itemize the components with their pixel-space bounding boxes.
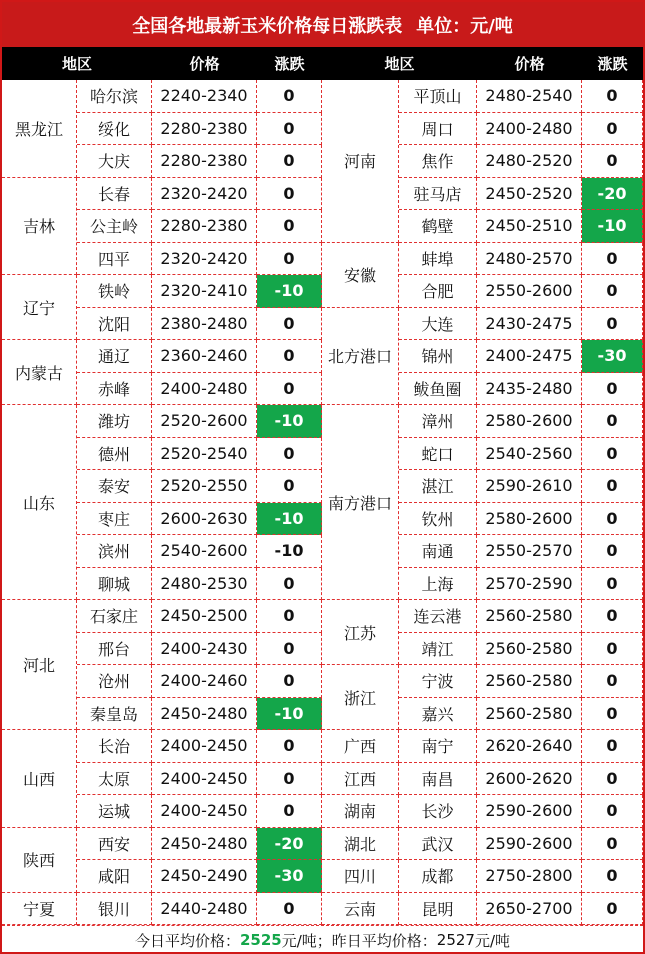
header-region-right: 地区: [384, 55, 415, 73]
city-cell: 石家庄: [77, 600, 152, 633]
city-cell: 漳州: [399, 405, 477, 438]
price-cell: 2590-2600: [477, 828, 582, 861]
price-cell: 2280-2380: [152, 145, 257, 178]
city-cell: 南宁: [399, 730, 477, 763]
yesterday-avg-value: 2527: [436, 931, 475, 949]
change-cell: 0: [257, 243, 322, 276]
price-cell: 2560-2580: [477, 665, 582, 698]
change-cell: 0: [257, 340, 322, 373]
region-cell: 江西: [322, 763, 399, 796]
header-change-left: 涨跌: [274, 55, 305, 73]
change-cell: 0: [257, 210, 322, 243]
change-cell: 0: [257, 795, 322, 828]
price-cell: 2560-2580: [477, 698, 582, 731]
city-cell: 鲅鱼圈: [399, 373, 477, 406]
city-cell: 大庆: [77, 145, 152, 178]
change-cell: 0: [582, 600, 643, 633]
city-cell: 沧州: [77, 665, 152, 698]
city-cell: 邢台: [77, 633, 152, 666]
change-cell: 0: [582, 828, 643, 861]
price-cell: 2440-2480: [152, 893, 257, 926]
change-cell: 0: [582, 80, 643, 113]
change-cell: 0: [257, 438, 322, 471]
change-cell: 0: [257, 730, 322, 763]
region-cell: 内蒙古: [2, 340, 77, 405]
city-cell: 滨州: [77, 535, 152, 568]
city-cell: 哈尔滨: [77, 80, 152, 113]
price-cell: 2400-2450: [152, 730, 257, 763]
price-cell: 2540-2560: [477, 438, 582, 471]
change-cell: 0: [582, 860, 643, 893]
price-cell: 2400-2450: [152, 795, 257, 828]
city-cell: 南昌: [399, 763, 477, 796]
price-cell: 2590-2600: [477, 795, 582, 828]
price-cell: 2520-2600: [152, 405, 257, 438]
region-cell: 河北: [2, 600, 77, 730]
price-cell: 2280-2380: [152, 210, 257, 243]
region-cell: 湖南: [322, 795, 399, 828]
yesterday-avg-label: 昨日平均价格：: [331, 931, 437, 950]
change-cell: 0: [257, 308, 322, 341]
today-avg-value: 2525: [239, 931, 282, 949]
city-cell: 绥化: [77, 113, 152, 146]
change-cell: -10: [257, 503, 322, 536]
city-cell: 枣庄: [77, 503, 152, 536]
change-cell: -10: [257, 405, 322, 438]
change-cell: 0: [582, 535, 643, 568]
price-cell: 2750-2800: [477, 860, 582, 893]
price-cell: 2480-2530: [152, 568, 257, 601]
city-cell: 平顶山: [399, 80, 477, 113]
change-cell: 0: [257, 763, 322, 796]
city-cell: 泰安: [77, 470, 152, 503]
change-cell: 0: [582, 503, 643, 536]
region-cell: 河南: [322, 80, 399, 243]
change-cell: 0: [582, 893, 643, 926]
price-cell: 2450-2480: [152, 698, 257, 731]
city-cell: 湛江: [399, 470, 477, 503]
change-cell: 0: [582, 698, 643, 731]
change-cell: 0: [582, 665, 643, 698]
footer-summary: [2, 925, 643, 954]
price-cell: 2450-2490: [152, 860, 257, 893]
change-cell: 0: [582, 438, 643, 471]
region-cell: 浙江: [322, 665, 399, 730]
city-cell: 合肥: [399, 275, 477, 308]
yesterday-avg-unit: 元/吨: [474, 931, 511, 950]
price-cell: 2400-2475: [477, 340, 582, 373]
city-cell: 通辽: [77, 340, 152, 373]
header-price-left: 价格: [189, 55, 220, 73]
table-header: [2, 47, 643, 80]
city-cell: 长沙: [399, 795, 477, 828]
price-cell: 2600-2620: [477, 763, 582, 796]
page-title: 全国各地最新玉米价格每日涨跌表: [132, 15, 403, 37]
price-cell: 2560-2580: [477, 600, 582, 633]
change-cell: 0: [582, 373, 643, 406]
city-cell: 驻马店: [399, 178, 477, 211]
price-cell: 2400-2480: [152, 373, 257, 406]
price-cell: 2480-2570: [477, 243, 582, 276]
price-cell: 2450-2480: [152, 828, 257, 861]
city-cell: 上海: [399, 568, 477, 601]
city-cell: 大连: [399, 308, 477, 341]
price-cell: 2600-2630: [152, 503, 257, 536]
price-cell: 2560-2580: [477, 633, 582, 666]
price-cell: 2580-2600: [477, 503, 582, 536]
change-cell: 0: [257, 178, 322, 211]
region-cell: 云南: [322, 893, 399, 926]
city-cell: 铁岭: [77, 275, 152, 308]
city-cell: 蚌埠: [399, 243, 477, 276]
price-cell: 2450-2510: [477, 210, 582, 243]
city-cell: 成都: [399, 860, 477, 893]
change-cell: 0: [257, 665, 322, 698]
price-cell: 2550-2600: [477, 275, 582, 308]
region-cell: 四川: [322, 860, 399, 893]
price-cell: 2380-2480: [152, 308, 257, 341]
today-avg-unit: 元/吨；: [281, 931, 332, 950]
price-cell: 2550-2570: [477, 535, 582, 568]
city-cell: 银川: [77, 893, 152, 926]
change-cell: -10: [257, 535, 322, 568]
region-cell: 广西: [322, 730, 399, 763]
city-cell: 赤峰: [77, 373, 152, 406]
price-cell: 2360-2460: [152, 340, 257, 373]
city-cell: 长春: [77, 178, 152, 211]
change-cell: -30: [257, 860, 322, 893]
change-cell: 0: [257, 568, 322, 601]
change-cell: 0: [582, 275, 643, 308]
city-cell: 钦州: [399, 503, 477, 536]
city-cell: 宁波: [399, 665, 477, 698]
city-cell: 太原: [77, 763, 152, 796]
region-cell: 南方港口: [322, 405, 399, 600]
city-cell: 连云港: [399, 600, 477, 633]
city-cell: 秦皇岛: [77, 698, 152, 731]
change-cell: 0: [257, 145, 322, 178]
header-price-right: 价格: [514, 55, 545, 73]
city-cell: 德州: [77, 438, 152, 471]
price-cell: 2570-2590: [477, 568, 582, 601]
price-cell: 2620-2640: [477, 730, 582, 763]
change-cell: 0: [257, 80, 322, 113]
region-cell: 宁夏: [2, 893, 77, 926]
change-cell: 0: [582, 243, 643, 276]
city-cell: 咸阳: [77, 860, 152, 893]
region-cell: 黑龙江: [2, 80, 77, 178]
price-cell: 2650-2700: [477, 893, 582, 926]
change-cell: -10: [257, 275, 322, 308]
region-cell: 辽宁: [2, 275, 77, 340]
price-cell: 2450-2500: [152, 600, 257, 633]
price-cell: 2400-2430: [152, 633, 257, 666]
city-cell: 沈阳: [77, 308, 152, 341]
change-cell: -30: [582, 340, 643, 373]
price-cell: 2320-2420: [152, 178, 257, 211]
change-cell: 0: [257, 470, 322, 503]
unit-label: 单位：元/吨: [416, 15, 513, 37]
city-cell: 长治: [77, 730, 152, 763]
price-cell: 2520-2540: [152, 438, 257, 471]
change-cell: -10: [582, 210, 643, 243]
change-cell: 0: [257, 633, 322, 666]
city-cell: 蛇口: [399, 438, 477, 471]
price-cell: 2480-2540: [477, 80, 582, 113]
change-cell: 0: [257, 373, 322, 406]
city-cell: 周口: [399, 113, 477, 146]
price-cell: 2320-2420: [152, 243, 257, 276]
city-cell: 四平: [77, 243, 152, 276]
price-cell: 2400-2480: [477, 113, 582, 146]
city-cell: 西安: [77, 828, 152, 861]
change-cell: 0: [257, 113, 322, 146]
region-cell: 安徽: [322, 243, 399, 308]
region-cell: 吉林: [2, 178, 77, 276]
table-body: [2, 80, 643, 925]
city-cell: 鹤壁: [399, 210, 477, 243]
change-cell: 0: [582, 308, 643, 341]
city-cell: 聊城: [77, 568, 152, 601]
today-avg-label: 今日平均价格：: [134, 931, 240, 950]
price-cell: 2590-2610: [477, 470, 582, 503]
change-cell: 0: [582, 145, 643, 178]
city-cell: 锦州: [399, 340, 477, 373]
price-cell: 2520-2550: [152, 470, 257, 503]
change-cell: 0: [582, 730, 643, 763]
change-cell: -20: [257, 828, 322, 861]
change-cell: 0: [257, 600, 322, 633]
change-cell: -10: [257, 698, 322, 731]
change-cell: -20: [582, 178, 643, 211]
change-cell: 0: [582, 470, 643, 503]
region-cell: 山东: [2, 405, 77, 600]
title-bar: [2, 2, 643, 47]
city-cell: 武汉: [399, 828, 477, 861]
price-cell: 2540-2600: [152, 535, 257, 568]
change-cell: 0: [582, 568, 643, 601]
header-region-left: 地区: [61, 55, 92, 73]
city-cell: 靖江: [399, 633, 477, 666]
region-cell: 湖北: [322, 828, 399, 861]
price-cell: 2280-2380: [152, 113, 257, 146]
price-cell: 2400-2460: [152, 665, 257, 698]
change-cell: 0: [582, 795, 643, 828]
city-cell: 嘉兴: [399, 698, 477, 731]
city-cell: 昆明: [399, 893, 477, 926]
price-cell: 2435-2480: [477, 373, 582, 406]
price-cell: 2580-2600: [477, 405, 582, 438]
region-cell: 北方港口: [322, 308, 399, 406]
change-cell: 0: [582, 113, 643, 146]
price-cell: 2450-2520: [477, 178, 582, 211]
city-cell: 潍坊: [77, 405, 152, 438]
price-cell: 2240-2340: [152, 80, 257, 113]
region-cell: 陕西: [2, 828, 77, 893]
price-cell: 2400-2450: [152, 763, 257, 796]
change-cell: 0: [582, 633, 643, 666]
price-cell: 2320-2410: [152, 275, 257, 308]
city-cell: 南通: [399, 535, 477, 568]
region-cell: 山西: [2, 730, 77, 828]
city-cell: 运城: [77, 795, 152, 828]
city-cell: 焦作: [399, 145, 477, 178]
change-cell: 0: [257, 893, 322, 926]
header-change-right: 涨跌: [597, 55, 628, 73]
change-cell: 0: [582, 763, 643, 796]
price-cell: 2480-2520: [477, 145, 582, 178]
city-cell: 公主岭: [77, 210, 152, 243]
change-cell: 0: [582, 405, 643, 438]
price-cell: 2430-2475: [477, 308, 582, 341]
region-cell: 江苏: [322, 600, 399, 665]
